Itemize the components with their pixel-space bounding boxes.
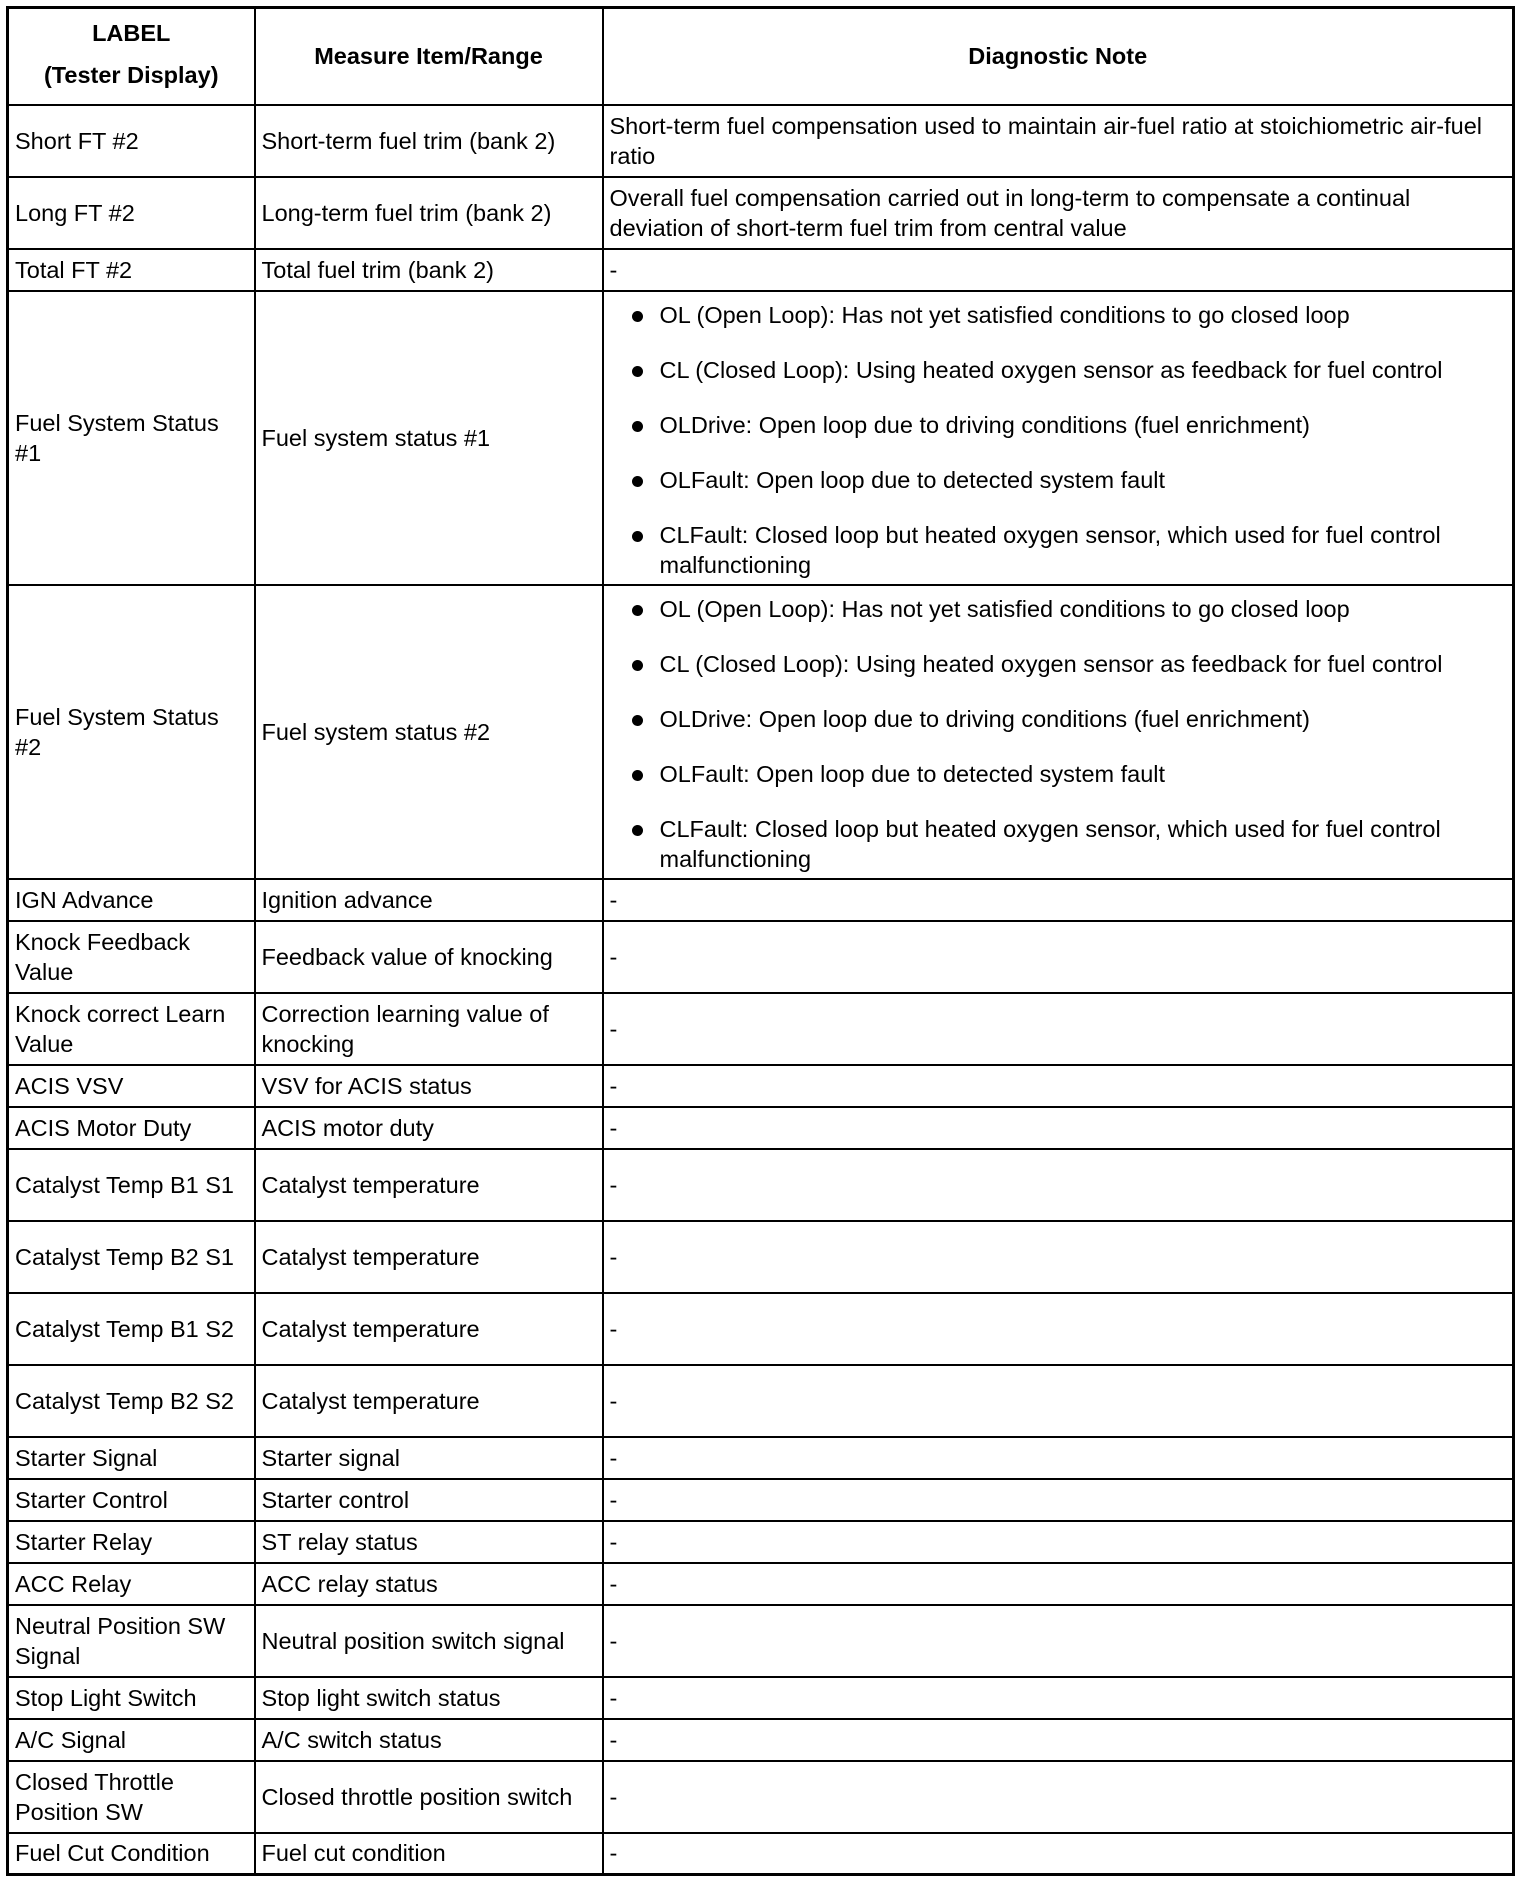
bullet-item	[660, 410, 1507, 440]
table-row	[8, 1437, 1514, 1479]
cell-measure: Short-term fuel trim (bank 2)	[255, 105, 603, 177]
table-row	[8, 1521, 1514, 1563]
bullet-dot-icon	[632, 476, 643, 487]
bullet-dot-icon	[632, 421, 643, 432]
cell-note: -	[603, 1719, 1514, 1761]
cell-measure: Feedback value of knocking	[255, 921, 603, 993]
header-note: Diagnostic Note	[603, 8, 1514, 105]
bullet-text: OL (Open Loop): Has not yet satisfied conditions to go closed loop	[659, 301, 1350, 328]
cell-measure: Long-term fuel trim (bank 2)	[255, 177, 603, 249]
cell-note: -	[603, 1065, 1514, 1107]
bullet-text: OLFault: Open loop due to detected system fault	[659, 466, 1166, 493]
cell-note: Overall fuel compensation carried out in long-term to compensate a continual deviation of short-term fuel trim from central value	[603, 177, 1514, 249]
table-row	[8, 921, 1514, 993]
cell-label: Knock correct Learn Value	[8, 993, 255, 1065]
cell-measure: Fuel system status #1	[255, 291, 603, 585]
cell-note: -	[603, 1761, 1514, 1833]
cell-note: -	[603, 1677, 1514, 1719]
table-row	[8, 249, 1514, 291]
table-row	[8, 1293, 1514, 1365]
cell-label: Catalyst Temp B1 S1	[8, 1149, 255, 1221]
cell-label: IGN Advance	[8, 879, 255, 921]
table-row	[8, 1107, 1514, 1149]
cell-note: -	[603, 1365, 1514, 1437]
cell-measure: Fuel cut condition	[255, 1833, 603, 1875]
cell-label: Knock Feedback Value	[8, 921, 255, 993]
table-row	[8, 177, 1514, 249]
header-measure: Measure Item/Range	[255, 8, 603, 105]
header-label-line2: (Tester Display)	[43, 62, 219, 89]
cell-note: -	[603, 1563, 1514, 1605]
cell-note: -	[603, 1833, 1514, 1875]
cell-note: Short-term fuel compensation used to maintain air-fuel ratio at stoichiometric air-fuel ratio	[603, 105, 1514, 177]
cell-measure: Catalyst temperature	[255, 1365, 603, 1437]
bullet-item	[660, 759, 1507, 789]
cell-note: -	[603, 1107, 1514, 1149]
table-row	[8, 1677, 1514, 1719]
cell-measure: Closed throttle position switch	[255, 1761, 603, 1833]
bullet-dot-icon	[632, 660, 643, 671]
bullet-item	[660, 594, 1507, 624]
bullet-item	[660, 704, 1507, 734]
cell-measure: Starter signal	[255, 1437, 603, 1479]
bullet-item	[660, 649, 1507, 679]
table-row	[8, 1605, 1514, 1677]
header-label-line1: LABEL	[92, 20, 171, 47]
bullet-list	[610, 300, 1507, 580]
cell-note	[603, 291, 1514, 585]
cell-measure: Stop light switch status	[255, 1677, 603, 1719]
cell-measure: Neutral position switch signal	[255, 1605, 603, 1677]
bullet-text: OLDrive: Open loop due to driving conditions (fuel enrichment)	[659, 705, 1311, 732]
cell-measure: Catalyst temperature	[255, 1293, 603, 1365]
cell-label: Fuel System Status #2	[8, 585, 255, 879]
cell-label: Short FT #2	[8, 105, 255, 177]
cell-measure: Fuel system status #2	[255, 585, 603, 879]
cell-measure: ACIS motor duty	[255, 1107, 603, 1149]
cell-label: Starter Signal	[8, 1437, 255, 1479]
cell-measure: Total fuel trim (bank 2)	[255, 249, 603, 291]
cell-note: -	[603, 249, 1514, 291]
table-row	[8, 1479, 1514, 1521]
bullet-text: OL (Open Loop): Has not yet satisfied conditions to go closed loop	[659, 595, 1350, 622]
table-row	[8, 993, 1514, 1065]
cell-measure: ST relay status	[255, 1521, 603, 1563]
bullet-dot-icon	[632, 366, 643, 377]
cell-label: ACC Relay	[8, 1563, 255, 1605]
cell-measure: Ignition advance	[255, 879, 603, 921]
cell-note	[603, 585, 1514, 879]
table-row	[8, 1065, 1514, 1107]
cell-label: ACIS Motor Duty	[8, 1107, 255, 1149]
bullet-item	[660, 465, 1507, 495]
header-label	[8, 8, 255, 105]
cell-note: -	[603, 1605, 1514, 1677]
cell-note: -	[603, 993, 1514, 1065]
cell-note: -	[603, 1437, 1514, 1479]
cell-label: Long FT #2	[8, 177, 255, 249]
cell-measure: Catalyst temperature	[255, 1149, 603, 1221]
cell-measure: VSV for ACIS status	[255, 1065, 603, 1107]
cell-note: -	[603, 1479, 1514, 1521]
cell-measure: ACC relay status	[255, 1563, 603, 1605]
diagnostic-data-table	[6, 6, 1515, 1876]
bullet-text: CLFault: Closed loop but heated oxygen sensor, which used for fuel control malfunctioning	[659, 815, 1441, 872]
cell-measure: Correction learning value of knocking	[255, 993, 603, 1065]
cell-label: Total FT #2	[8, 249, 255, 291]
bullet-dot-icon	[632, 605, 643, 616]
table-row	[8, 1365, 1514, 1437]
bullet-dot-icon	[632, 531, 643, 542]
cell-label: Closed Throttle Position SW	[8, 1761, 255, 1833]
cell-label: Starter Control	[8, 1479, 255, 1521]
cell-label: Catalyst Temp B1 S2	[8, 1293, 255, 1365]
table-row	[8, 585, 1514, 879]
bullet-list	[610, 594, 1507, 874]
table-row	[8, 1149, 1514, 1221]
bullet-dot-icon	[632, 311, 643, 322]
bullet-dot-icon	[632, 715, 643, 726]
bullet-text: OLFault: Open loop due to detected system fault	[659, 760, 1166, 787]
bullet-text: OLDrive: Open loop due to driving conditions (fuel enrichment)	[659, 411, 1311, 438]
cell-label: Fuel Cut Condition	[8, 1833, 255, 1875]
cell-label: Catalyst Temp B2 S1	[8, 1221, 255, 1293]
cell-note: -	[603, 1293, 1514, 1365]
bullet-text: CLFault: Closed loop but heated oxygen sensor, which used for fuel control malfunctioning	[659, 521, 1441, 578]
cell-measure: A/C switch status	[255, 1719, 603, 1761]
table-row	[8, 105, 1514, 177]
bullet-dot-icon	[632, 825, 643, 836]
cell-note: -	[603, 879, 1514, 921]
bullet-text: CL (Closed Loop): Using heated oxygen sensor as feedback for fuel control	[659, 650, 1443, 677]
cell-label: ACIS VSV	[8, 1065, 255, 1107]
bullet-item	[660, 814, 1507, 874]
cell-label: Neutral Position SW Signal	[8, 1605, 255, 1677]
cell-label: Stop Light Switch	[8, 1677, 255, 1719]
table-row	[8, 1563, 1514, 1605]
cell-note: -	[603, 1149, 1514, 1221]
cell-note: -	[603, 921, 1514, 993]
cell-measure: Catalyst temperature	[255, 1221, 603, 1293]
cell-note: -	[603, 1521, 1514, 1563]
bullet-item	[660, 355, 1507, 385]
cell-label: A/C Signal	[8, 1719, 255, 1761]
table-row	[8, 879, 1514, 921]
table-header-row	[8, 8, 1514, 105]
document-page	[6, 6, 1515, 1876]
table-row	[8, 291, 1514, 585]
table-row	[8, 1761, 1514, 1833]
bullet-item	[660, 520, 1507, 580]
table-row	[8, 1221, 1514, 1293]
cell-note: -	[603, 1221, 1514, 1293]
table-row	[8, 1719, 1514, 1761]
table-row	[8, 1833, 1514, 1875]
cell-measure: Starter control	[255, 1479, 603, 1521]
cell-label: Catalyst Temp B2 S2	[8, 1365, 255, 1437]
cell-label: Starter Relay	[8, 1521, 255, 1563]
cell-label: Fuel System Status #1	[8, 291, 255, 585]
bullet-text: CL (Closed Loop): Using heated oxygen sensor as feedback for fuel control	[659, 356, 1443, 383]
bullet-item	[660, 300, 1507, 330]
bullet-dot-icon	[632, 770, 643, 781]
